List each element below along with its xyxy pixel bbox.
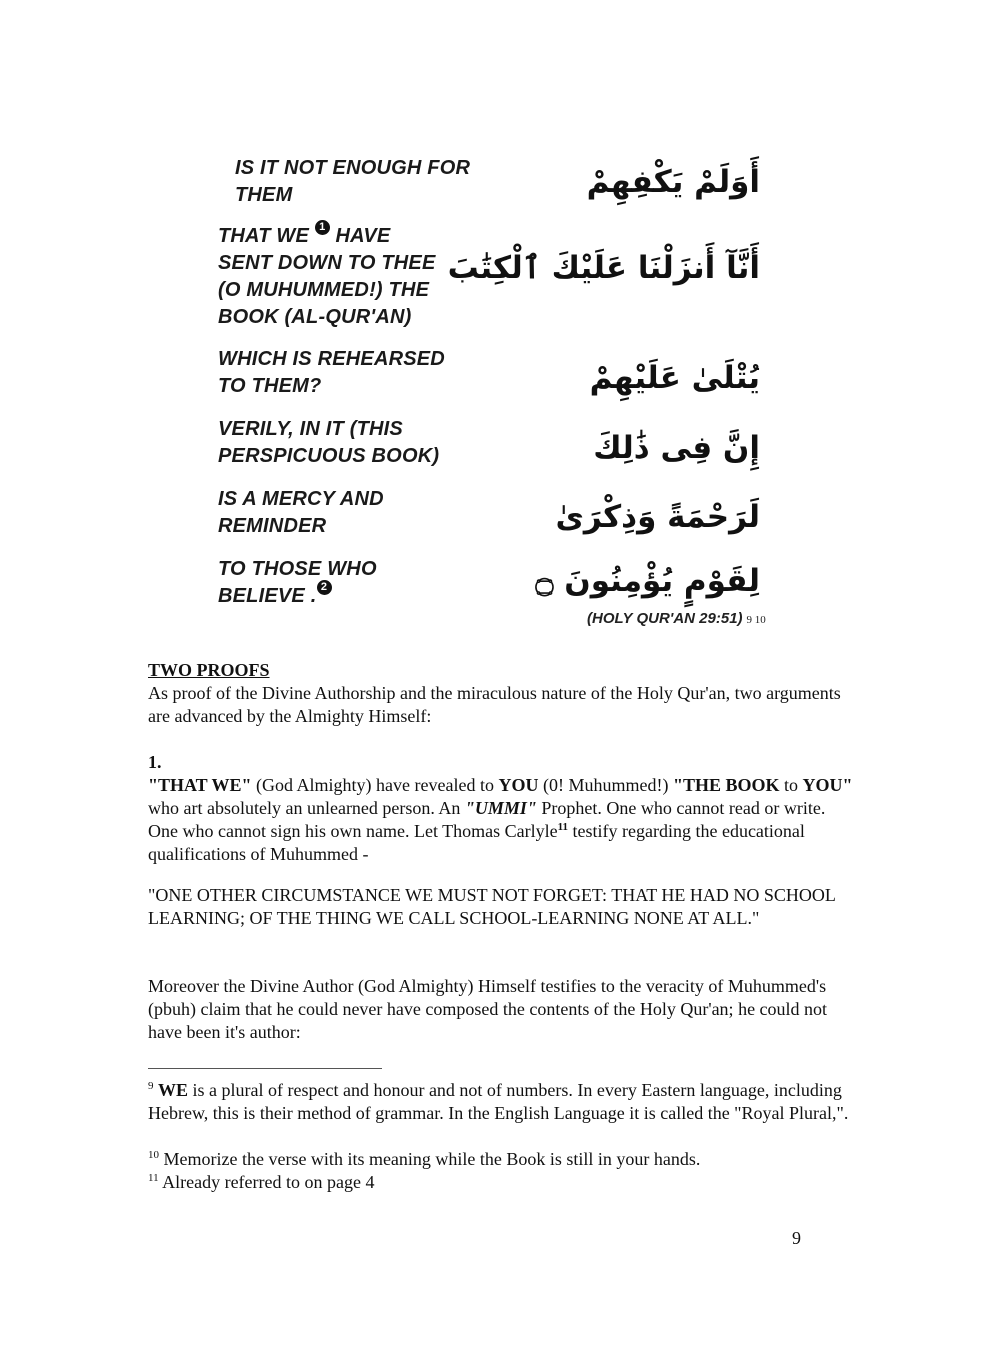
verse-line-4-arabic: إِنَّ فِى ذَٰلِكَ xyxy=(593,430,760,466)
footnote-9 xyxy=(148,1079,853,1125)
p1-bold-4: YOU" xyxy=(802,775,853,795)
verse-line-1-english: IS IT NOT ENOUGH FOR THEM xyxy=(235,157,471,206)
verse-line-4-english: VERILY, IN IT (THIS PERSPICUOUS BOOK) xyxy=(218,418,440,467)
p1-bold-3: "THE BOOK xyxy=(672,775,780,795)
verse-marker-2: 2 xyxy=(317,580,332,595)
p1-text-6: testify regarding the educational qualifications of Muhummed - xyxy=(148,821,805,864)
footnote-11-text: Already referred to on page 4 xyxy=(158,1172,375,1192)
footnote-10-text: Memorize the verse with its meaning while the Book is still in your hands. xyxy=(159,1149,701,1169)
section-heading: TWO PROOFS xyxy=(148,660,270,680)
p1-footnote-ref: 11 xyxy=(557,821,568,833)
footnote-10 xyxy=(148,1148,853,1171)
verse-footnote-markers: 9 10 xyxy=(746,614,766,626)
verse-line-5-english: IS A MERCY AND REMINDER xyxy=(218,488,384,537)
footnote-divider xyxy=(148,1068,382,1069)
footnote-9-number: 9 xyxy=(148,1080,154,1092)
verse-line-2-english-a: THAT WE xyxy=(218,225,315,247)
paragraph-2: Moreover the Divine Author (God Almighty) Himself testifies to the veracity of Muhummed's (pbuh) claim that he could never have composed the contents of the Holy Qur'an; he could not have been it's author: xyxy=(148,976,828,1042)
p1-bold-1: "THAT WE" xyxy=(148,775,252,795)
carlyle-quote: "ONE OTHER CIRCUMSTANCE WE MUST NOT FORGET: THAT HE HAD NO SCHOOL LEARNING; OF THE THING WE CALL SCHOOL-LEARNING NONE AT ALL." xyxy=(148,885,836,928)
verse-line-6-english xyxy=(218,556,377,610)
verse-line-2-english xyxy=(218,223,435,331)
footnote-11 xyxy=(148,1171,853,1194)
verse-line-2-english-b: HAVE SENT DOWN TO THEE (O MUHUMMED!) THE BOOK (AL-QUR'AN) xyxy=(218,225,436,328)
verse-line-6-english-a: TO THOSE WHO BELIEVE . xyxy=(218,558,377,607)
p1-text-1: (God Almighty) have revealed to xyxy=(251,775,499,795)
verse-reference-text: (HOLY QUR'AN 29:51) xyxy=(587,610,743,627)
intro-paragraph: As proof of the Divine Authorship and the miraculous nature of the Holy Qur'an, two arguments are advanced by the Almighty Himself: xyxy=(148,683,841,726)
p1-text-5: Prophet. One who cannot read or write. One who cannot sign his own name. Let Thomas Carlyle xyxy=(148,798,826,841)
verse-reference xyxy=(587,609,766,630)
point-1-paragraph xyxy=(148,774,853,866)
p1-text-3: to xyxy=(779,775,803,795)
verse-line-5-arabic: لَرَحْمَةً وَذِكْرَىٰ xyxy=(555,499,760,535)
verse-line-3-arabic: يُتْلَىٰ عَلَيْهِمْ xyxy=(589,360,760,396)
p1-ummi: "UMMI" xyxy=(464,798,537,818)
point-number: 1. xyxy=(148,752,162,772)
p1-text-4: who art absolutely an unlearned person. An xyxy=(148,798,465,818)
verse-line-3-english: WHICH IS REHEARSED TO THEM? xyxy=(218,348,445,397)
footnote-10-number: 10 xyxy=(148,1149,159,1161)
footnote-11-number: 11 xyxy=(148,1172,159,1184)
verse-marker-1: 1 xyxy=(315,220,330,235)
verse-line-1-arabic: أَوَلَمْ يَكْفِهِمْ xyxy=(586,164,760,200)
p1-bold-2: YOU xyxy=(498,775,539,795)
footnote-9-text: is a plural of respect and honour and not of numbers. In every Eastern language, including Hebrew, this is their method of grammar. In the English Language it is called the "Royal Plural,". xyxy=(148,1080,849,1123)
verse-line-6-arabic: لِقَوْمٍ يُؤْمِنُونَ ۝ xyxy=(535,563,760,599)
page-number: 9 xyxy=(792,1228,801,1248)
p1-text-2: (0! Muhummed!) xyxy=(538,775,673,795)
verse-line-2-arabic: أَنَّآ أَنزَلْنَا عَلَيْكَ ٱلْكِتَٰبَ xyxy=(447,250,760,286)
footnote-9-bold: WE xyxy=(158,1080,189,1100)
